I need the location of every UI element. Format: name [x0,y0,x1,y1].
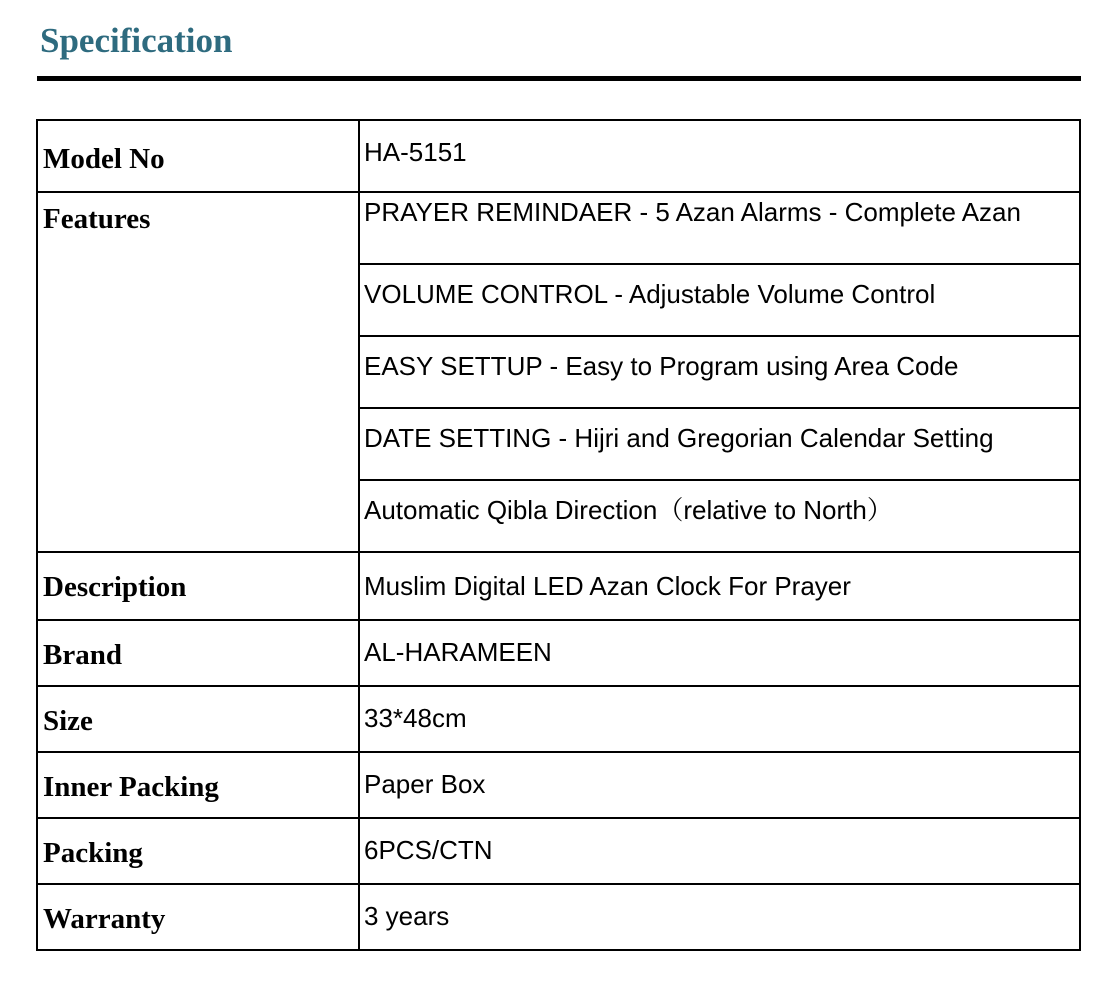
value-cell [359,480,1080,552]
page-title: Specification [40,21,233,60]
feature-item: DATE SETTING - Hijri and Gregorian Calendar Setting [364,423,994,453]
table-row-description [37,552,1080,620]
specification-table [36,119,1081,951]
description-label: Description [43,571,187,603]
feature-item: EASY SETTUP - Easy to Program using Area Code [364,351,959,381]
feature-item: VOLUME CONTROL - Adjustable Volume Control [364,279,936,309]
inner-packing-label: Inner Packing [43,771,219,803]
feature-item: Automatic Qibla Direction（relative to North） [364,495,893,525]
brand-label: Brand [43,639,122,671]
label-cell [37,884,359,950]
inner-packing-value: Paper Box [364,769,486,799]
label-cell [37,552,359,620]
feature-item: PRAYER REMINDAER - 5 Azan Alarms - Complete Azan [364,197,1021,227]
label-cell [37,818,359,884]
value-cell [359,264,1080,336]
label-cell [37,752,359,818]
value-cell [359,552,1080,620]
value-cell [359,686,1080,752]
table-row-model-no [37,120,1080,192]
table-row-brand [37,620,1080,686]
value-cell [359,192,1080,264]
size-value: 33*48cm [364,703,467,733]
model-no-label: Model No [43,143,165,175]
packing-label: Packing [43,837,143,869]
warranty-label: Warranty [43,903,166,935]
value-cell [359,336,1080,408]
table-row-inner-packing [37,752,1080,818]
label-cell [37,620,359,686]
value-cell [359,120,1080,192]
label-cell [37,192,359,552]
label-cell [37,120,359,192]
table-row-features [37,192,1080,264]
model-no-value: HA-5151 [364,137,467,167]
table-row-warranty [37,884,1080,950]
title-divider [37,76,1081,81]
value-cell [359,884,1080,950]
value-cell [359,408,1080,480]
packing-value: 6PCS/CTN [364,835,493,865]
table-row-size [37,686,1080,752]
features-label: Features [43,203,151,235]
description-value: Muslim Digital LED Azan Clock For Prayer [364,571,851,601]
table-row-packing [37,818,1080,884]
value-cell [359,752,1080,818]
value-cell [359,818,1080,884]
value-cell [359,620,1080,686]
size-label: Size [43,705,93,737]
label-cell [37,686,359,752]
brand-value: AL-HARAMEEN [364,637,552,667]
warranty-value: 3 years [364,901,450,931]
